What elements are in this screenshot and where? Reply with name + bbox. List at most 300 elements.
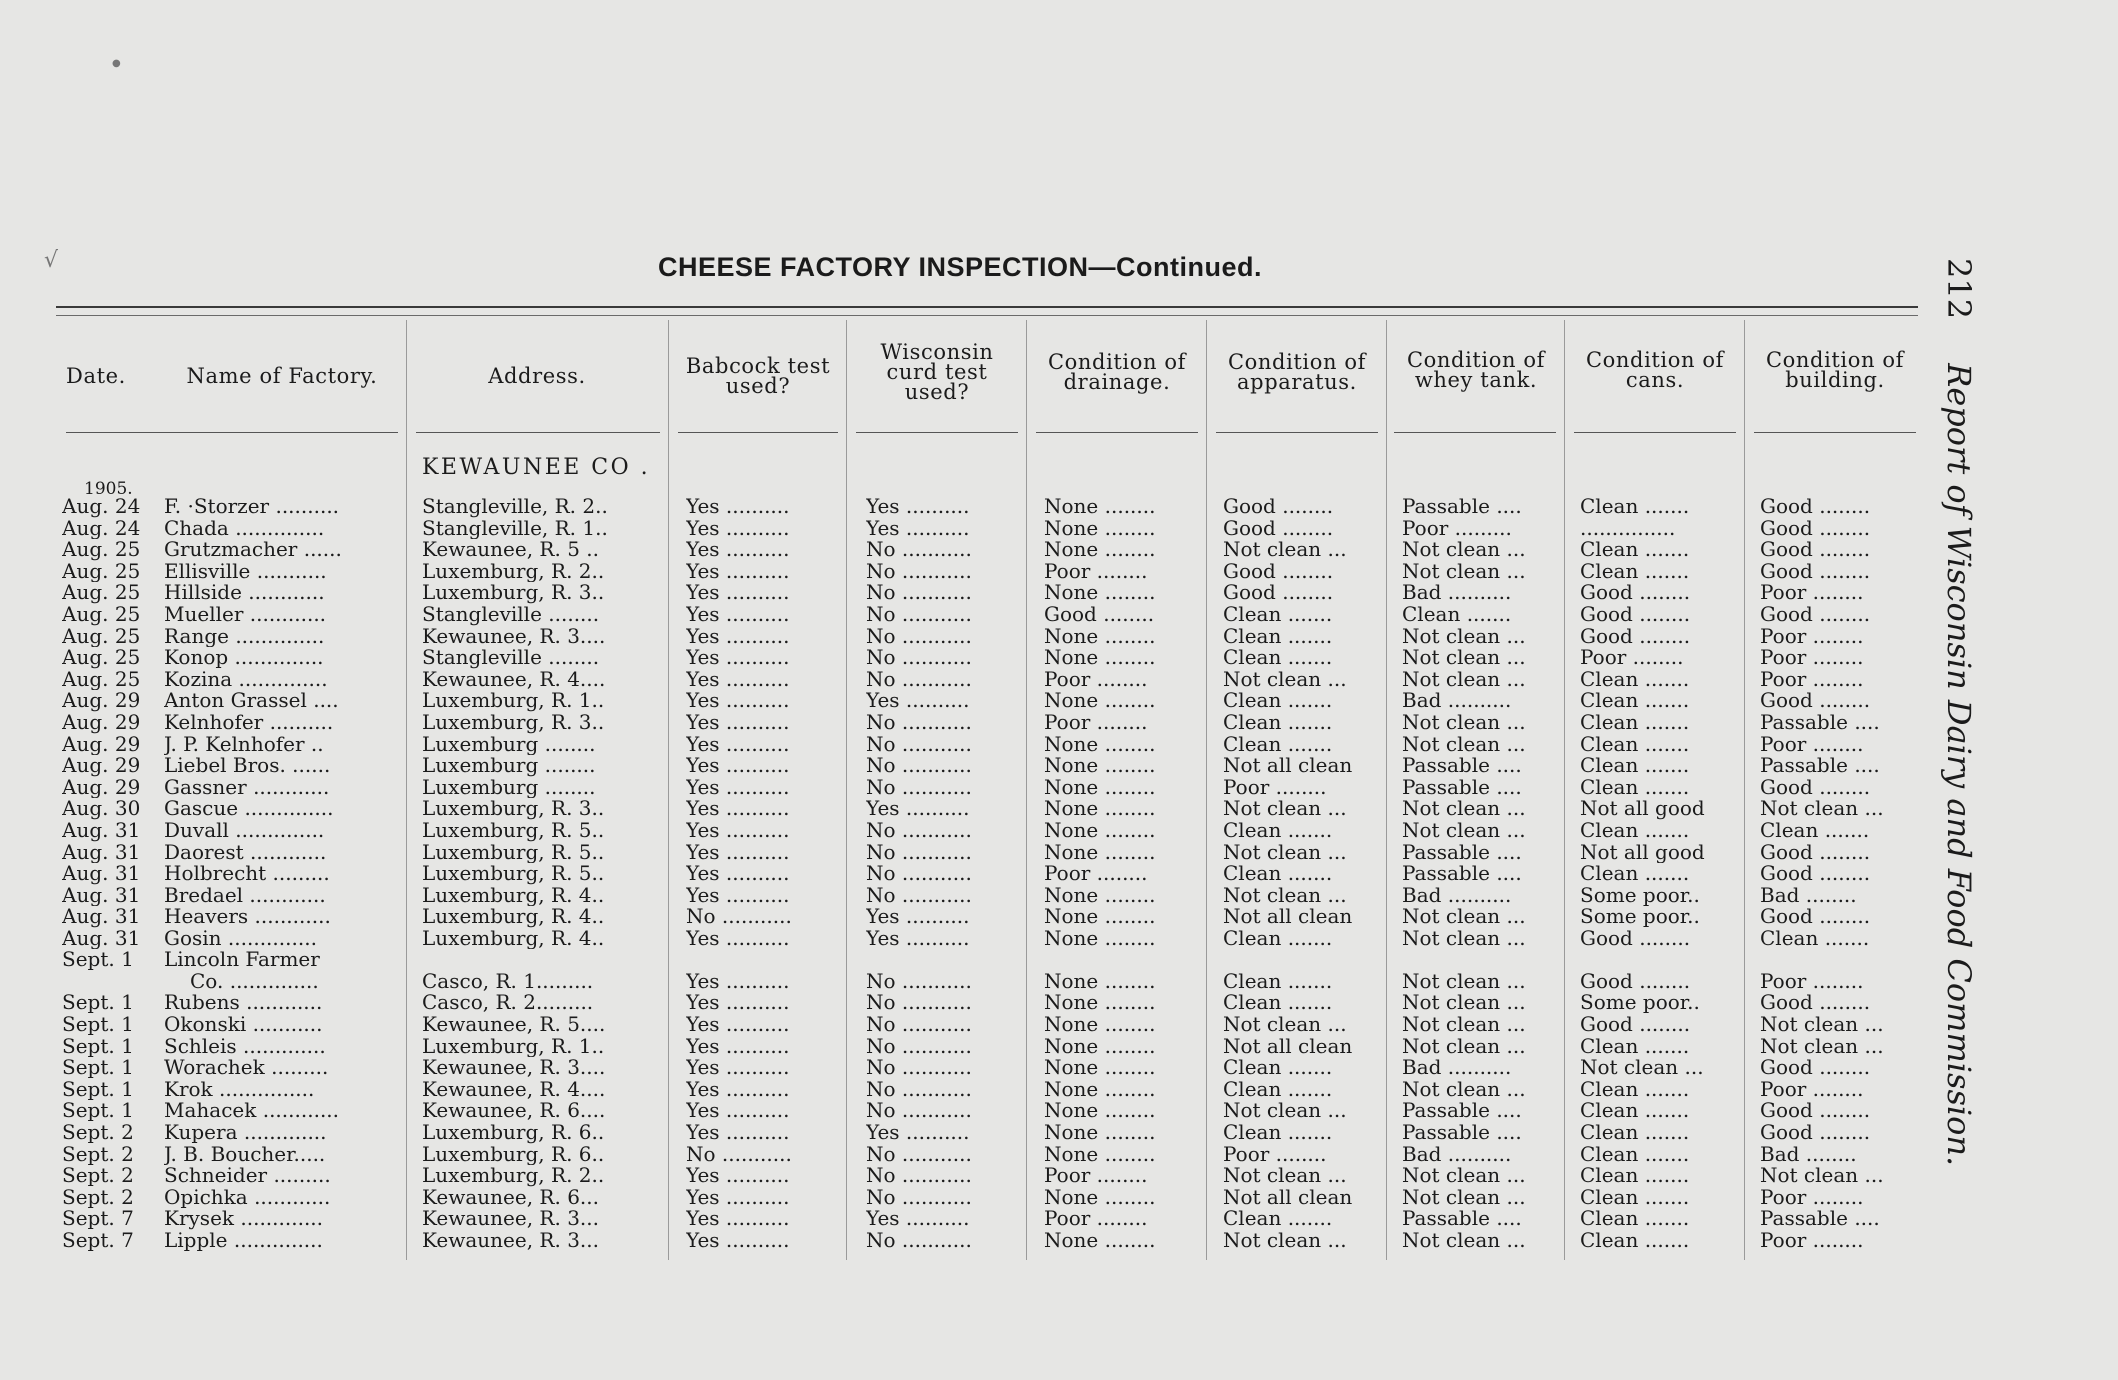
- cell-drainage: None ........: [1044, 755, 1156, 777]
- cell-drainage: None ........: [1044, 776, 1156, 799]
- cell-apparatus: Not all clean: [1223, 755, 1353, 777]
- top-rule: [56, 306, 1918, 308]
- cell-whey: Not clean ...: [1402, 1230, 1526, 1252]
- scan-speck: ●: [112, 58, 121, 69]
- cell-date: Sept. 1: [62, 949, 134, 972]
- cell-name: Kupera .............: [164, 1122, 327, 1144]
- header-drainage-line: drainage.: [1063, 370, 1171, 394]
- cell-whey: Not clean ...: [1402, 539, 1526, 561]
- cell-drainage: None ........: [1044, 582, 1156, 604]
- cell-wisconsin: No ...........: [866, 755, 972, 777]
- cell-name: Worachek .........: [164, 1057, 329, 1079]
- cell-cans: Poor ........: [1580, 647, 1684, 669]
- cell-address: Luxemburg, R. 6..: [422, 1143, 605, 1166]
- cell-name: Daorest ............: [164, 841, 327, 864]
- cell-building: Bad ........: [1760, 884, 1857, 907]
- cell-wisconsin: No ...........: [866, 863, 972, 885]
- cell-babcock: Yes ..........: [686, 647, 790, 669]
- table-row: [0, 1100, 1930, 1122]
- cell-building: Poor ........: [1760, 625, 1864, 648]
- table-row: [0, 1079, 1930, 1101]
- cell-address: Luxemburg, R. 5..: [422, 841, 605, 864]
- cell-date: Aug. 25: [62, 560, 141, 583]
- cell-address: Stangleville ........: [422, 603, 600, 626]
- cell-wisconsin: No ...........: [866, 1100, 972, 1123]
- cell-name: Kelnhofer ..........: [164, 711, 334, 734]
- cell-name: Rubens ............: [164, 992, 323, 1015]
- cell-drainage: None ........: [1044, 884, 1156, 907]
- header-drainage-line: Condition of: [1047, 350, 1186, 374]
- header-underline: [1036, 432, 1198, 433]
- cell-address: Kewaunee, R. 4....: [422, 1078, 606, 1101]
- cell-cans: Clean .......: [1580, 755, 1690, 777]
- cell-building: Good ........: [1760, 1122, 1871, 1144]
- cell-cans: Good ........: [1580, 603, 1691, 626]
- table-row: [0, 518, 1930, 540]
- cell-date: Sept. 1: [62, 1035, 134, 1058]
- cell-babcock: Yes ..........: [686, 971, 790, 993]
- cell-babcock: Yes ..........: [686, 711, 790, 734]
- cell-wisconsin: No ...........: [866, 1165, 972, 1187]
- cell-address: Kewaunee, R. 4....: [422, 668, 606, 691]
- cell-date: Aug. 25: [62, 647, 141, 669]
- cell-whey: Not clean ...: [1402, 1186, 1526, 1209]
- cell-whey: Passable ....: [1402, 496, 1522, 518]
- cell-apparatus: Not all clean: [1223, 906, 1353, 928]
- cell-drainage: None ........: [1044, 647, 1156, 669]
- cell-address: Luxemburg ........: [422, 755, 596, 777]
- cell-address: Kewaunee, R. 3....: [422, 625, 606, 648]
- cell-apparatus: Not clean ...: [1223, 1230, 1347, 1252]
- table-row: [0, 755, 1930, 777]
- cell-cans: Good ........: [1580, 927, 1691, 950]
- table-row: [0, 669, 1930, 691]
- cell-name: Krysek .............: [164, 1208, 324, 1230]
- cell-apparatus: Clean .......: [1223, 647, 1333, 669]
- page-number: 212: [1940, 258, 1978, 320]
- cell-name: Liebel Bros. ......: [164, 755, 331, 777]
- cell-whey: Bad ..........: [1402, 1143, 1512, 1166]
- cell-apparatus: Not clean ...: [1223, 1014, 1347, 1036]
- cell-date: Sept. 1: [62, 992, 134, 1015]
- header-wisconsin-line: curd test: [886, 360, 988, 384]
- cell-cans: Some poor..: [1580, 906, 1700, 928]
- cell-wisconsin: No ...........: [866, 1035, 972, 1058]
- cell-drainage: None ........: [1044, 690, 1156, 712]
- cell-address: Kewaunee, R. 3....: [422, 1057, 606, 1079]
- cell-wisconsin: No ...........: [866, 776, 972, 799]
- cell-apparatus: Not all clean: [1223, 1035, 1353, 1058]
- cell-whey: Passable ....: [1402, 1100, 1522, 1123]
- table-row: [0, 798, 1930, 820]
- header-underline: [1394, 432, 1556, 433]
- cell-building: Poor ........: [1760, 733, 1864, 756]
- cell-whey: Not clean ...: [1402, 1078, 1526, 1101]
- cell-whey: Not clean ...: [1402, 992, 1526, 1015]
- cell-address: Luxemburg, R. 1..: [422, 690, 605, 712]
- cell-cans: Clean .......: [1580, 1208, 1690, 1230]
- cell-building: Good ........: [1760, 539, 1871, 561]
- cell-drainage: None ........: [1044, 992, 1156, 1015]
- cell-building: Clean .......: [1760, 819, 1870, 842]
- header-underline: [66, 432, 398, 433]
- cell-babcock: Yes ..........: [686, 668, 790, 691]
- cell-cans: Not all good: [1580, 841, 1705, 864]
- cell-babcock: Yes ..........: [686, 992, 790, 1015]
- cell-name: Opichka ............: [164, 1186, 331, 1209]
- cell-building: Good ........: [1760, 517, 1871, 540]
- cell-apparatus: Not clean ...: [1223, 539, 1347, 561]
- cell-drainage: None ........: [1044, 517, 1156, 540]
- cell-name: Lincoln Farmer: [164, 949, 320, 972]
- header-babcock: [672, 356, 844, 396]
- cell-building: Good ........: [1760, 1100, 1871, 1123]
- header-whey-line: Condition of: [1406, 348, 1545, 372]
- cell-apparatus: Clean .......: [1223, 863, 1333, 885]
- table-row: [0, 582, 1930, 604]
- cell-cans: Good ........: [1580, 1014, 1691, 1036]
- cell-building: Passable ....: [1760, 1208, 1880, 1230]
- cell-drainage: Poor ........: [1044, 668, 1148, 691]
- cell-drainage: Good ........: [1044, 603, 1155, 626]
- header-cans-line: Condition of: [1585, 348, 1724, 372]
- cell-address: Kewaunee, R. 6....: [422, 1100, 606, 1123]
- table-row: [0, 1122, 1930, 1144]
- cell-drainage: None ........: [1044, 1122, 1156, 1144]
- cell-cans: Clean .......: [1580, 690, 1690, 712]
- cell-drainage: None ........: [1044, 733, 1156, 756]
- cell-drainage: Poor ........: [1044, 711, 1148, 734]
- cell-building: Good ........: [1760, 776, 1871, 799]
- cell-cans: Some poor..: [1580, 884, 1700, 907]
- cell-wisconsin: No ...........: [866, 1186, 972, 1209]
- cell-cans: Good ........: [1580, 582, 1691, 604]
- cell-address: Luxemburg, R. 3..: [422, 711, 605, 734]
- header-underline: [856, 432, 1018, 433]
- cell-babcock: Yes ..........: [686, 1057, 790, 1079]
- cell-building: Good ........: [1760, 992, 1871, 1015]
- header-babcock-line: used?: [725, 374, 791, 398]
- cell-drainage: None ........: [1044, 1186, 1156, 1209]
- cell-whey: Not clean ...: [1402, 560, 1526, 583]
- cell-date: Aug. 29: [62, 776, 141, 799]
- cell-apparatus: Not clean ...: [1223, 1165, 1347, 1187]
- cell-drainage: Poor ........: [1044, 1165, 1148, 1187]
- cell-cans: Clean .......: [1580, 1122, 1690, 1144]
- cell-name: J. P. Kelnhofer ..: [164, 733, 324, 756]
- cell-address: Luxemburg, R. 3..: [422, 798, 605, 820]
- cell-whey: Bad ..........: [1402, 582, 1512, 604]
- cell-wisconsin: No ...........: [866, 841, 972, 864]
- cell-address: Luxemburg, R. 1..: [422, 1035, 605, 1058]
- cell-date: Aug. 29: [62, 690, 141, 712]
- cell-babcock: Yes ..........: [686, 560, 790, 583]
- cell-cans: Clean .......: [1580, 1230, 1690, 1252]
- cell-building: Poor ........: [1760, 1078, 1864, 1101]
- cell-babcock: Yes ..........: [686, 884, 790, 907]
- cell-drainage: None ........: [1044, 1057, 1156, 1079]
- cell-apparatus: Clean .......: [1223, 625, 1333, 648]
- cell-whey: Not clean ...: [1402, 711, 1526, 734]
- cell-wisconsin: No ...........: [866, 1057, 972, 1079]
- table-row: [0, 885, 1930, 907]
- table-row: [0, 712, 1930, 734]
- header-whey: [1390, 350, 1562, 390]
- cell-babcock: Yes ..........: [686, 582, 790, 604]
- header-cans: [1568, 350, 1742, 390]
- cell-apparatus: Clean .......: [1223, 690, 1333, 712]
- cell-building: Good ........: [1760, 560, 1871, 583]
- cell-date: Aug. 29: [62, 711, 141, 734]
- cell-drainage: None ........: [1044, 1230, 1156, 1252]
- cell-wisconsin: No ...........: [866, 992, 972, 1015]
- cell-wisconsin: No ...........: [866, 560, 972, 583]
- cell-date: Aug. 31: [62, 884, 141, 907]
- cell-babcock: Yes ..........: [686, 1186, 790, 1209]
- cell-name: F. ·Storzer ..........: [164, 496, 340, 518]
- cell-date: Aug. 31: [62, 841, 141, 864]
- cell-cans: Clean .......: [1580, 668, 1690, 691]
- header-date: Date.: [66, 364, 126, 388]
- cell-whey: Not clean ...: [1402, 668, 1526, 691]
- cell-date: Sept. 7: [62, 1230, 134, 1252]
- cell-address: Luxemburg, R. 4..: [422, 927, 605, 950]
- cell-date: Sept. 2: [62, 1165, 134, 1187]
- cell-apparatus: Clean .......: [1223, 1122, 1333, 1144]
- cell-wisconsin: Yes ..........: [866, 1208, 970, 1230]
- cell-apparatus: Good ........: [1223, 582, 1334, 604]
- cell-apparatus: Not clean ...: [1223, 668, 1347, 691]
- cell-address: Stangleville ........: [422, 647, 600, 669]
- cell-cans: Clean .......: [1580, 863, 1690, 885]
- cell-drainage: None ........: [1044, 1078, 1156, 1101]
- cell-building: Not clean ...: [1760, 1035, 1884, 1058]
- table-row: [0, 1165, 1930, 1187]
- cell-apparatus: Not clean ...: [1223, 841, 1347, 864]
- cell-babcock: Yes ..........: [686, 755, 790, 777]
- table-row: [0, 539, 1930, 561]
- cell-address: Luxemburg ........: [422, 776, 596, 799]
- cell-building: Passable ....: [1760, 755, 1880, 777]
- header-babcock-line: Babcock test: [685, 354, 831, 378]
- table-row: [0, 1014, 1930, 1036]
- cell-apparatus: Good ........: [1223, 517, 1334, 540]
- cell-name: Gassner ............: [164, 776, 330, 799]
- cell-building: Poor ........: [1760, 971, 1864, 993]
- page-title: CHEESE FACTORY INSPECTION—Continued.: [657, 252, 1263, 282]
- cell-whey: Passable ....: [1402, 1208, 1522, 1230]
- running-header: [1938, 258, 1978, 1178]
- cell-cans: Not all good: [1580, 798, 1705, 820]
- cell-name: Schleis .............: [164, 1035, 326, 1058]
- cell-address: Kewaunee, R. 3...: [422, 1230, 600, 1252]
- cell-whey: Not clean ...: [1402, 647, 1526, 669]
- cell-name: Holbrecht .........: [164, 863, 330, 885]
- cell-drainage: None ........: [1044, 927, 1156, 950]
- cell-wisconsin: No ...........: [866, 1078, 972, 1101]
- cell-name: Anton Grassel ....: [164, 690, 339, 712]
- cell-babcock: Yes ..........: [686, 539, 790, 561]
- header-drainage: [1030, 352, 1204, 392]
- cell-babcock: Yes ..........: [686, 690, 790, 712]
- cell-date: Aug. 25: [62, 668, 141, 691]
- cell-cans: Clean .......: [1580, 1035, 1690, 1058]
- cell-address: Luxemburg, R. 5..: [422, 863, 605, 885]
- cell-date: Aug. 31: [62, 863, 141, 885]
- table-row: [0, 992, 1930, 1014]
- cell-date: Sept. 1: [62, 1014, 134, 1036]
- header-name: Name of Factory.: [186, 364, 378, 388]
- cell-apparatus: Not clean ...: [1223, 884, 1347, 907]
- cell-cans: Not clean ...: [1580, 1057, 1704, 1079]
- cell-apparatus: Clean .......: [1223, 733, 1333, 756]
- cell-building: Good ........: [1760, 863, 1871, 885]
- cell-drainage: Poor ........: [1044, 560, 1148, 583]
- cell-whey: Not clean ...: [1402, 1014, 1526, 1036]
- table-row: [0, 734, 1930, 756]
- cell-date: Aug. 25: [62, 539, 141, 561]
- cell-wisconsin: No ...........: [866, 582, 972, 604]
- cell-name: Schneider .........: [164, 1165, 331, 1187]
- cell-wisconsin: Yes ..........: [866, 1122, 970, 1144]
- cell-cans: ...............: [1580, 517, 1676, 540]
- cell-babcock: Yes ..........: [686, 603, 790, 626]
- cell-name: Gascue ..............: [164, 798, 334, 820]
- table-row: [0, 626, 1930, 648]
- cell-date: Aug. 24: [62, 517, 141, 540]
- cell-name: Hillside ............: [164, 582, 325, 604]
- table-row: [0, 647, 1930, 669]
- cell-address: Casco, R. 2.........: [422, 992, 594, 1015]
- table-row: [0, 1036, 1930, 1058]
- cell-babcock: Yes ..........: [686, 1100, 790, 1123]
- cell-cans: Clean .......: [1580, 1186, 1690, 1209]
- header-building: [1748, 350, 1922, 390]
- cell-name: Duvall ..............: [164, 819, 325, 842]
- cell-apparatus: Clean .......: [1223, 927, 1333, 950]
- cell-apparatus: Clean .......: [1223, 711, 1333, 734]
- cell-name: Chada ..............: [164, 517, 325, 540]
- cell-babcock: Yes ..........: [686, 1165, 790, 1187]
- header-wisconsin-line: Wisconsin: [880, 340, 994, 364]
- cell-building: Passable ....: [1760, 711, 1880, 734]
- cell-drainage: None ........: [1044, 496, 1156, 518]
- cell-name: Bredael ............: [164, 884, 326, 907]
- cell-address: Luxemburg, R. 2..: [422, 560, 605, 583]
- cell-babcock: Yes ..........: [686, 517, 790, 540]
- cell-wisconsin: No ...........: [866, 647, 972, 669]
- cell-drainage: None ........: [1044, 1035, 1156, 1058]
- table-row: [0, 863, 1930, 885]
- header-address: Address.: [488, 364, 586, 388]
- cell-drainage: None ........: [1044, 906, 1156, 928]
- cell-apparatus: Not clean ...: [1223, 1100, 1347, 1123]
- cell-building: Poor ........: [1760, 1186, 1864, 1209]
- cell-address: Luxemburg ........: [422, 733, 596, 756]
- cell-babcock: Yes ..........: [686, 1122, 790, 1144]
- cell-name: Lipple ..............: [164, 1230, 323, 1252]
- cell-building: Poor ........: [1760, 647, 1864, 669]
- cell-whey: Not clean ...: [1402, 798, 1526, 820]
- cell-building: Not clean ...: [1760, 1165, 1884, 1187]
- table-row: [0, 1144, 1930, 1166]
- table-row: [0, 1187, 1930, 1209]
- header-cans-line: cans.: [1625, 368, 1685, 392]
- header-wisconsin-line: used?: [904, 380, 970, 404]
- cell-address: Kewaunee, R. 5....: [422, 1014, 606, 1036]
- cell-whey: Not clean ...: [1402, 927, 1526, 950]
- cell-name: Grutzmacher ......: [164, 539, 342, 561]
- cell-wisconsin: No ...........: [866, 625, 972, 648]
- cell-apparatus: Clean .......: [1223, 603, 1333, 626]
- cell-cans: Clean .......: [1580, 711, 1690, 734]
- cell-name: Kozina ..............: [164, 668, 328, 691]
- county-heading: KEWAUNEE CO .: [422, 455, 651, 480]
- cell-name-continued: Co. ..............: [190, 971, 319, 993]
- cell-apparatus: Clean .......: [1223, 992, 1333, 1015]
- cell-wisconsin: Yes ..........: [866, 798, 970, 820]
- table-row: [0, 496, 1930, 518]
- cell-drainage: None ........: [1044, 971, 1156, 993]
- cell-whey: Not clean ...: [1402, 971, 1526, 993]
- inspection-table: [0, 496, 1930, 1252]
- table-row: [0, 777, 1930, 799]
- cell-building: Poor ........: [1760, 1230, 1864, 1252]
- cell-wisconsin: Yes ..........: [866, 906, 970, 928]
- cell-drainage: None ........: [1044, 798, 1156, 820]
- cell-whey: Clean .......: [1402, 603, 1512, 626]
- cell-name: Ellisville ...........: [164, 560, 327, 583]
- cell-address: Luxemburg, R. 4..: [422, 906, 605, 928]
- cell-wisconsin: Yes ..........: [866, 927, 970, 950]
- cell-date: Aug. 31: [62, 906, 141, 928]
- cell-address: Kewaunee, R. 6...: [422, 1186, 600, 1209]
- cell-wisconsin: Yes ..........: [866, 517, 970, 540]
- cell-cans: Clean .......: [1580, 1100, 1690, 1123]
- cell-drainage: None ........: [1044, 625, 1156, 648]
- cell-address: Stangleville, R. 1..: [422, 517, 608, 540]
- cell-wisconsin: No ...........: [866, 819, 972, 842]
- cell-building: Good ........: [1760, 906, 1871, 928]
- header-apparatus: [1210, 352, 1384, 392]
- header-underline: [678, 432, 838, 433]
- cell-whey: Bad ..........: [1402, 884, 1512, 907]
- cell-cans: Good ........: [1580, 971, 1691, 993]
- cell-apparatus: Poor ........: [1223, 776, 1327, 799]
- cell-date: Aug. 29: [62, 755, 141, 777]
- cell-address: Kewaunee, R. 5 ..: [422, 539, 600, 561]
- cell-babcock: Yes ..........: [686, 798, 790, 820]
- table-row: [0, 1230, 1930, 1252]
- cell-date: Sept. 2: [62, 1122, 134, 1144]
- cell-babcock: Yes ..........: [686, 1208, 790, 1230]
- cell-whey: Not clean ...: [1402, 819, 1526, 842]
- cell-building: Poor ........: [1760, 582, 1864, 604]
- cell-name: Mahacek ............: [164, 1100, 340, 1123]
- cell-whey: Passable ....: [1402, 776, 1522, 799]
- cell-date: Aug. 30: [62, 798, 141, 820]
- cell-date: Aug. 31: [62, 927, 141, 950]
- cell-wisconsin: No ...........: [866, 884, 972, 907]
- cell-building: Good ........: [1760, 496, 1871, 518]
- cell-cans: Clean .......: [1580, 1165, 1690, 1187]
- cell-babcock: Yes ..........: [686, 1230, 790, 1252]
- cell-cans: Clean .......: [1580, 776, 1690, 799]
- cell-apparatus: Good ........: [1223, 496, 1334, 518]
- cell-whey: Passable ....: [1402, 1122, 1522, 1144]
- cell-date: Sept. 1: [62, 1100, 134, 1123]
- cell-babcock: Yes ..........: [686, 863, 790, 885]
